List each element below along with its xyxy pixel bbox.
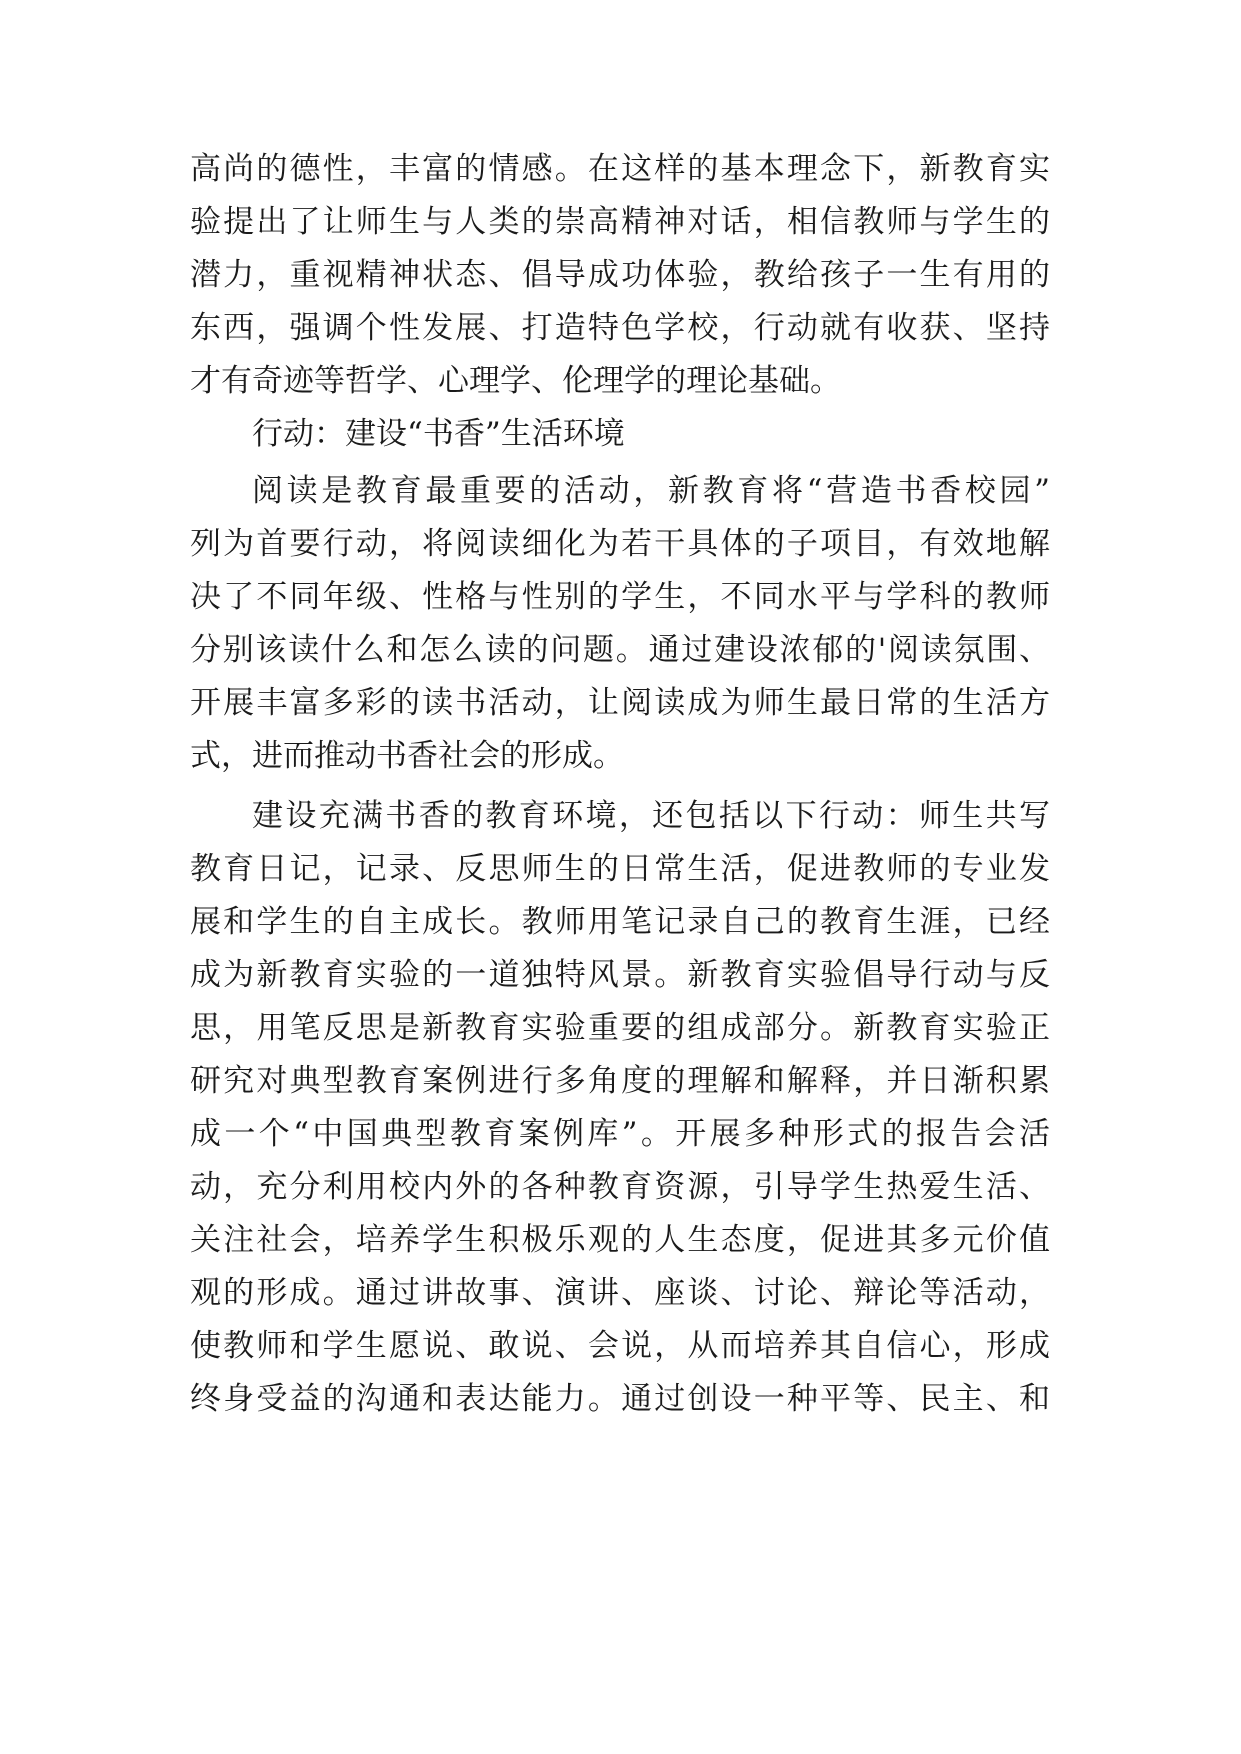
text-line: 式，进而推动书香社会的形成。 (190, 738, 624, 774)
text-line: 开展丰富多彩的读书活动，让阅读成为师生最日常的生活方 (190, 685, 1050, 721)
text-line: 思，用笔反思是新教育实验重要的组成部分。新教育实验正 (190, 1010, 1050, 1046)
text-line: 高尚的德性，丰富的情感。在这样的基本理念下，新教育实 (190, 151, 1050, 187)
text-line: 才有奇迹等哲学、心理学、伦理学的理论基础。 (190, 363, 841, 399)
text-line: 分别该读什么和怎么读的问题。通过建设浓郁的'阅读氛围、 (190, 632, 1050, 668)
text-line: 动，充分利用校内外的各种教育资源，引导学生热爱生活、 (190, 1169, 1050, 1205)
text-line: 使教师和学生愿说、敢说、会说，从而培养其自信心，形成 (190, 1328, 1050, 1364)
text-line: 终身受益的沟通和表达能力。通过创设一种平等、民主、和 (190, 1381, 1050, 1417)
text-line: 潜力，重视精神状态、倡导成功体验，教给孩子一生有用的 (190, 257, 1050, 293)
text-line: 验提出了让师生与人类的崇高精神对话，相信教师与学生的 (190, 204, 1050, 240)
text-line: 成一个“中国典型教育案例库”。开展多种形式的报告会活 (190, 1116, 1050, 1152)
paragraph-first-line: 阅读是教育最重要的活动，新教育将“营造书香校园” (252, 473, 1050, 509)
paragraph-first-line: 建设充满书香的教育环境，还包括以下行动：师生共写 (252, 798, 1050, 834)
text-line: 观的形成。通过讲故事、演讲、座谈、讨论、辩论等活动， (190, 1275, 1050, 1311)
text-line: 东西，强调个性发展、打造特色学校，行动就有收获、坚持 (190, 310, 1050, 346)
section-heading: 行动：建设“书香”生活环境 (252, 416, 625, 452)
text-line: 成为新教育实验的一道独特风景。新教育实验倡导行动与反 (190, 957, 1050, 993)
text-line: 列为首要行动，将阅读细化为若干具体的子项目，有效地解 (190, 526, 1050, 562)
text-line: 决了不同年级、性格与性别的学生，不同水平与学科的教师 (190, 579, 1050, 615)
text-line: 关注社会，培养学生积极乐观的人生态度，促进其多元价值 (190, 1222, 1050, 1258)
text-line: 教育日记，记录、反思师生的日常生活，促进教师的专业发 (190, 851, 1050, 887)
text-line: 研究对典型教育案例进行多角度的理解和解释，并日渐积累 (190, 1063, 1050, 1099)
text-line: 展和学生的自主成长。教师用笔记录自己的教育生涯，已经 (190, 904, 1050, 940)
